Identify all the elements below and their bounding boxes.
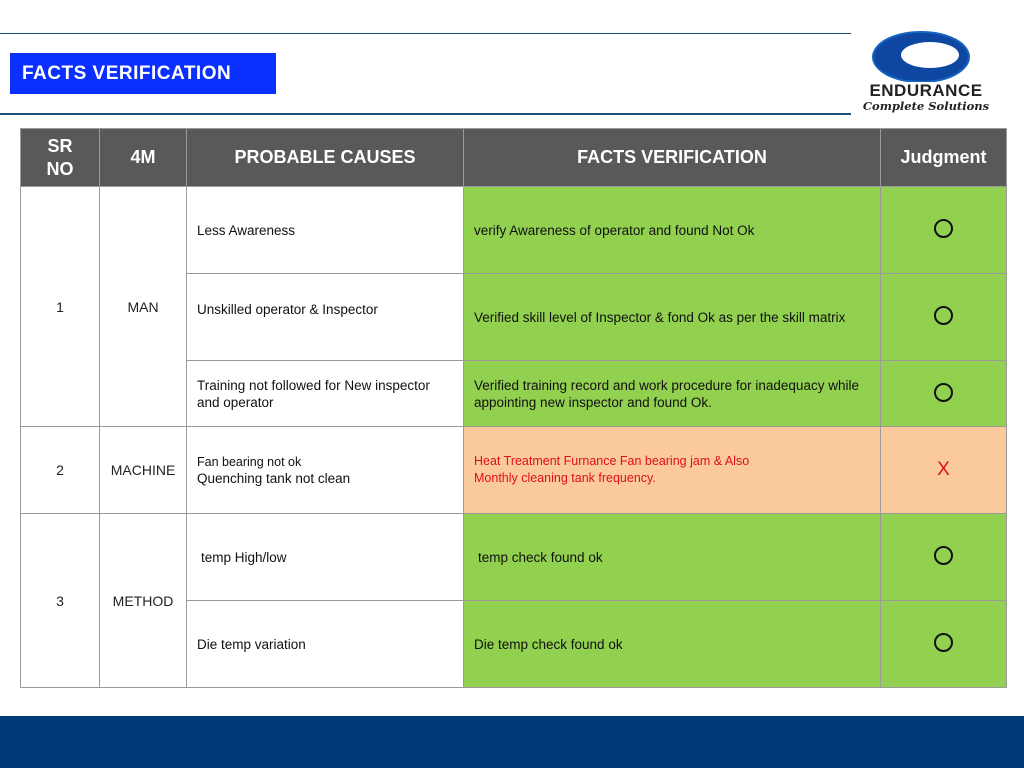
fact-cell — [464, 274, 881, 361]
judgment-cell — [881, 361, 1007, 427]
cause-cell — [187, 427, 464, 514]
fact-cell: Die temp check found ok — [464, 601, 881, 688]
judgment-cell — [881, 274, 1007, 361]
category-cell: MAN — [100, 187, 187, 427]
column-header-judgment: Judgment — [881, 129, 1007, 187]
circle-icon — [934, 546, 953, 565]
category-cell: METHOD — [100, 514, 187, 688]
table-row — [21, 187, 1007, 274]
logo-wordmark: ENDURANCE — [869, 81, 983, 100]
x-mark: X — [937, 459, 950, 480]
cause-cell: Die temp variation — [187, 601, 464, 688]
judgment-cell — [881, 601, 1007, 688]
circle-icon — [934, 219, 953, 238]
fact-cell: Verified training record and work procedure for inadequacy while appointing new inspector and found Ok. — [464, 361, 881, 427]
sr-no-cell: 2 — [21, 427, 100, 514]
circle-icon — [934, 306, 953, 325]
table-header-row — [21, 129, 1007, 187]
cause-cell — [187, 274, 464, 361]
cause-text: temp High/low — [201, 549, 287, 565]
cause-line-1: Fan bearing not ok — [197, 454, 302, 469]
circle-icon — [934, 383, 953, 402]
cause-cell: Less Awareness — [187, 187, 464, 274]
cause-text: Unskilled operator & Inspector — [197, 302, 378, 317]
fact-cell — [464, 427, 881, 514]
table-row — [21, 514, 1007, 601]
judgment-cell — [881, 427, 1007, 514]
column-header-probable-causes: PROBABLE CAUSES — [187, 129, 464, 187]
circle-icon — [934, 633, 953, 652]
table-row — [21, 427, 1007, 514]
column-header-facts-verification: FACTS VERIFICATION — [464, 129, 881, 187]
judgment-cell — [881, 514, 1007, 601]
footer-bar — [0, 716, 1024, 768]
fact-line-2: Monthly cleaning tank frequency. — [474, 471, 656, 485]
category-cell: MACHINE — [100, 427, 187, 514]
judgment-cell — [881, 187, 1007, 274]
fact-cell — [464, 514, 881, 601]
page-title-text: FACTS VERIFICATION — [22, 62, 232, 84]
facts-verification-table — [20, 128, 1007, 688]
header-divider — [0, 113, 851, 115]
endurance-logo — [856, 30, 996, 116]
logo-tagline: Complete Solutions — [862, 99, 990, 113]
fact-text: Verified skill level of Inspector & fond Ok as per the skill matrix — [474, 310, 846, 325]
column-header-4m: 4M — [100, 129, 187, 187]
fact-line-1: Heat Treatment Furnance Fan bearing jam & Also — [474, 454, 750, 468]
fact-cell: verify Awareness of operator and found Not Ok — [464, 187, 881, 274]
sr-no-cell: 3 — [21, 514, 100, 688]
cause-cell: Training not followed for New inspector and operator — [187, 361, 464, 427]
column-header-sr-no: SR NO — [21, 129, 100, 187]
cause-line-2: Quenching tank not clean — [197, 470, 351, 486]
sr-no-cell: 1 — [21, 187, 100, 427]
page-title — [10, 53, 276, 94]
top-divider — [0, 33, 851, 34]
logo-emblem-icon — [856, 30, 996, 82]
cause-cell — [187, 514, 464, 601]
fact-text: temp check found ok — [478, 549, 603, 565]
